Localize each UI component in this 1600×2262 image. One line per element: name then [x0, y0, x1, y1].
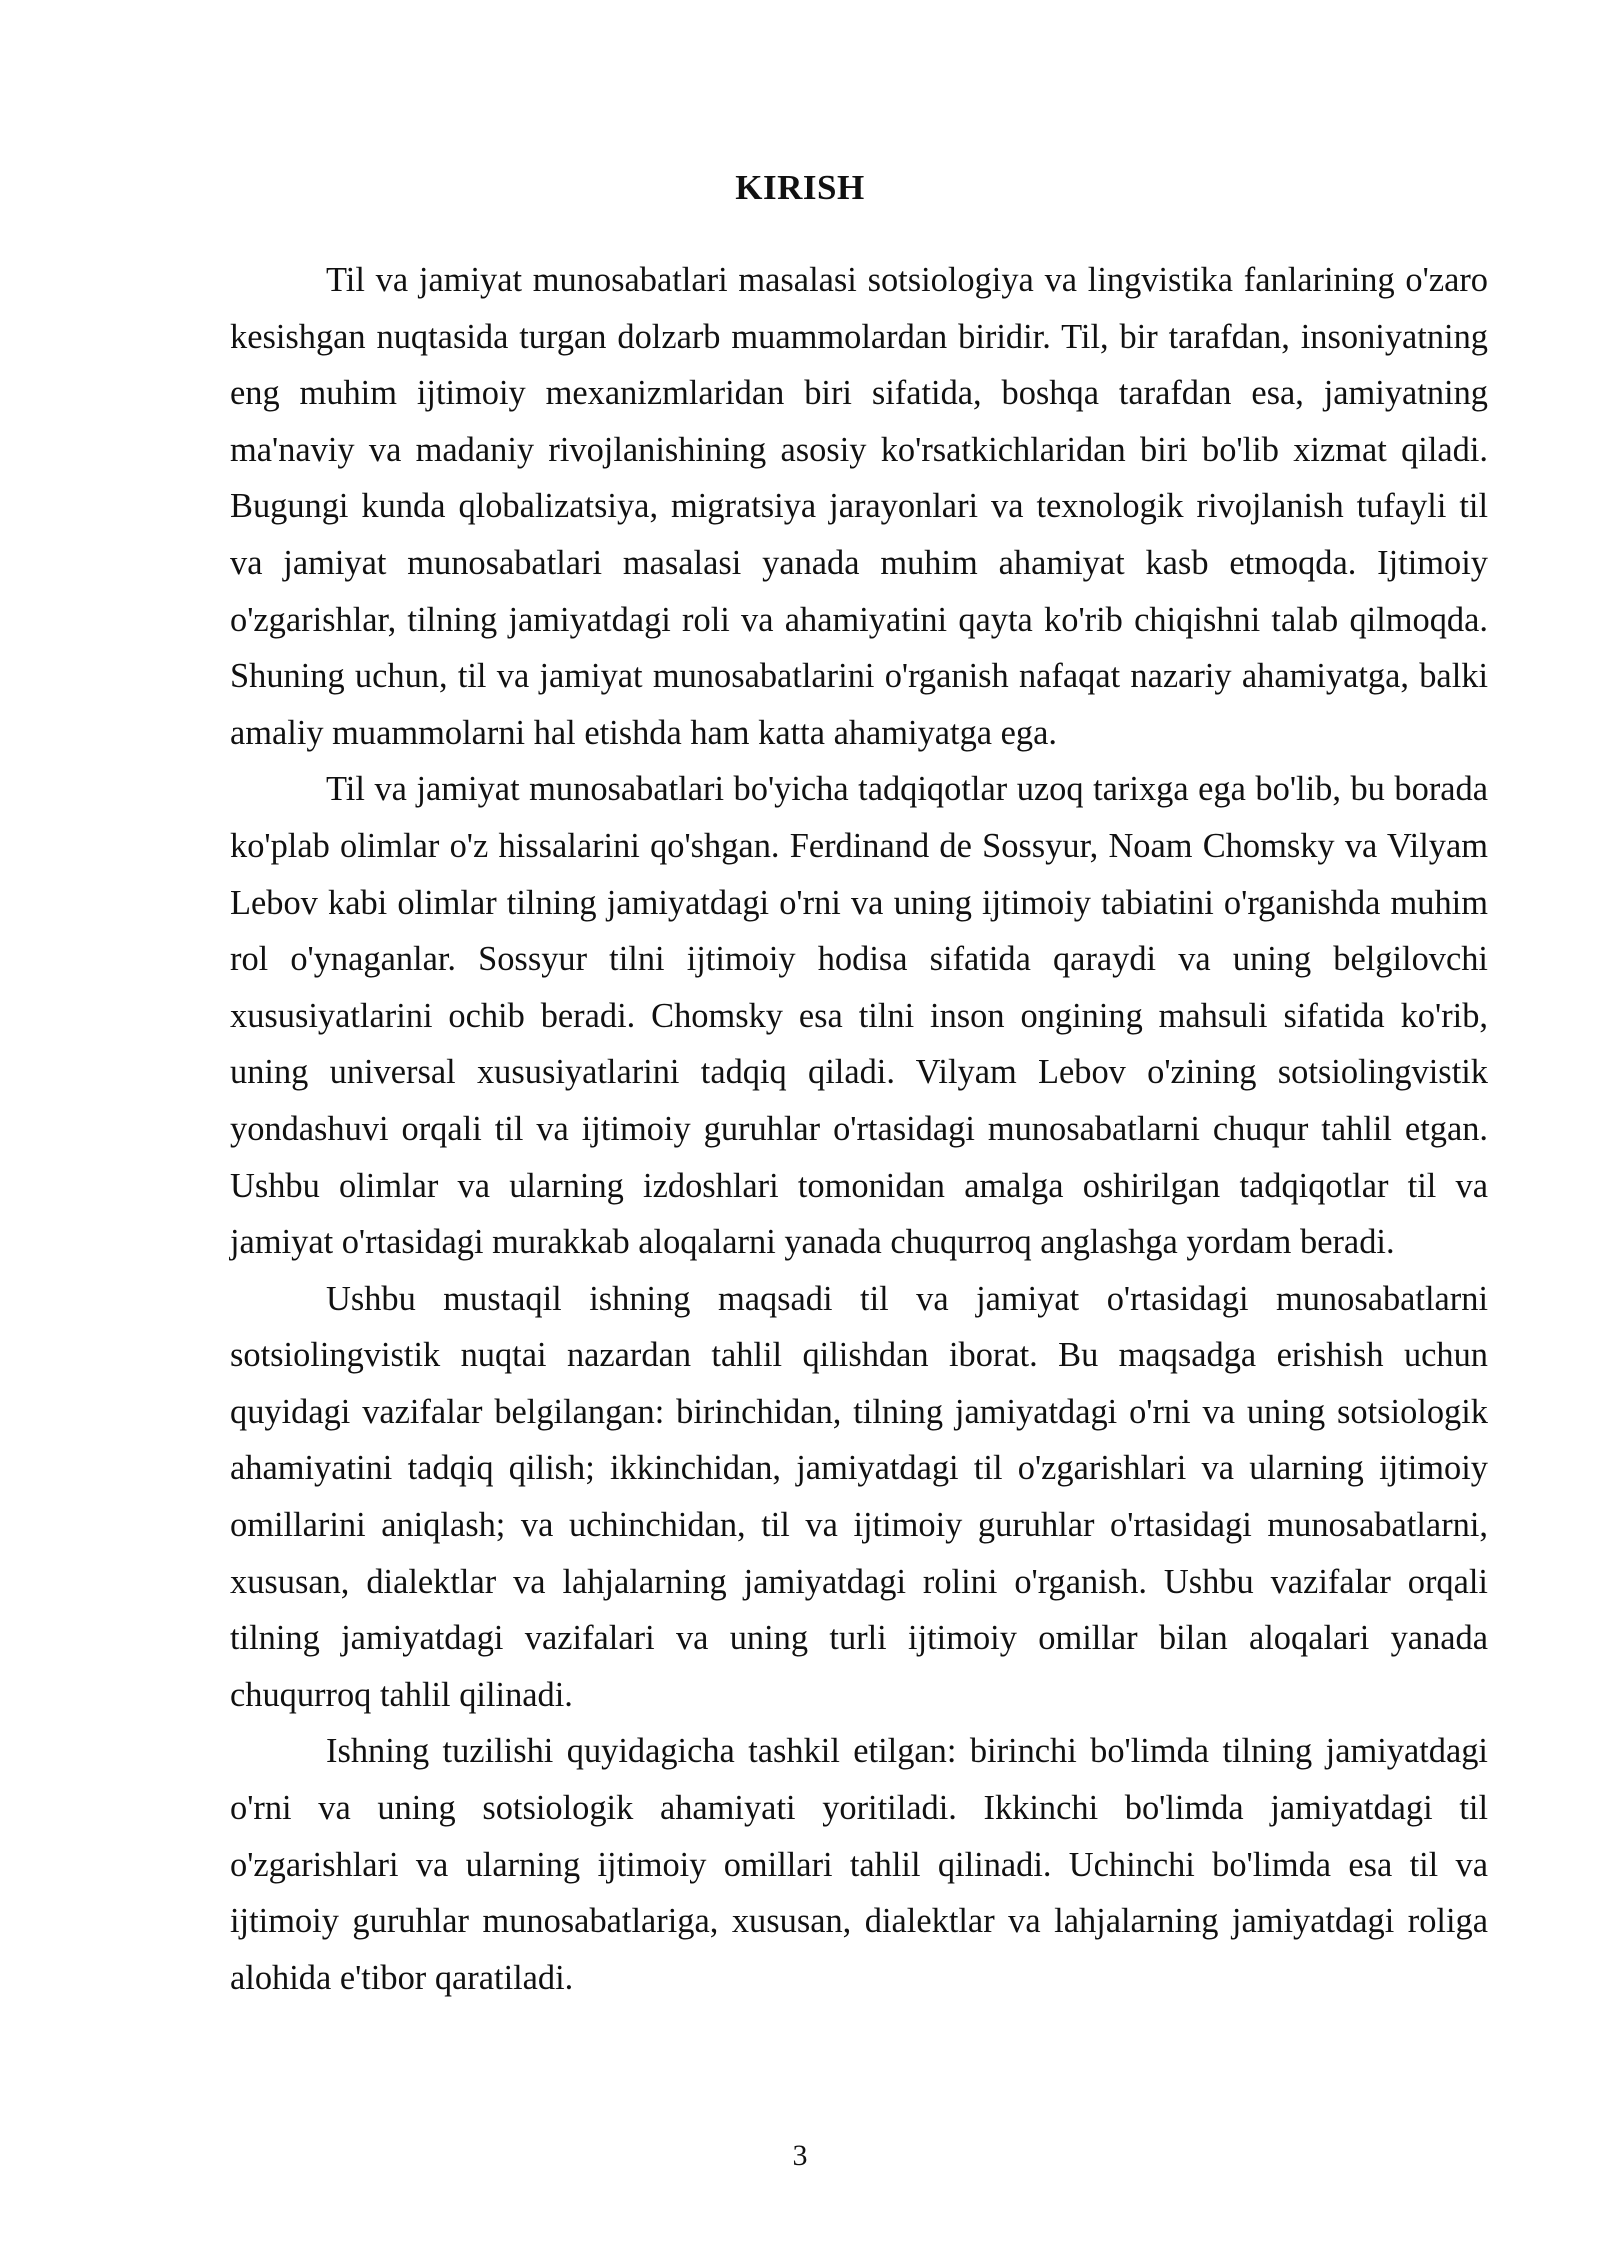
body-text: [230, 252, 1488, 2006]
paragraph-1: Til va jamiyat munosabatlari masalasi sotsiologiya va lingvistika fanlarining o'zaro kesishgan nuqtasida turgan dolzarb muammolardan biridir. Til, bir tarafdan, insoniyatning eng muhim ijtimoiy mexanizmlaridan biri sifatida, boshqa tarafdan esa, jamiyatning ma'naviy va madaniy rivojlanishining asosiy ko'rsatkichlaridan biri bo'lib xizmat qiladi. Bugungi kunda qlobalizatsiya, migratsiya jarayonlari va texnologik rivojlanish tufayli til va jamiyat munosabatlari masalasi yanada muhim ahamiyat kasb etmoqda. Ijtimoiy o'zgarishlar, tilning jamiyatdagi roli va ahamiyatini qayta ko'rib chiqishni talab qilmoqda. Shuning uchun, til va jamiyat munosabatlarini o'rganish nafaqat nazariy ahamiyatga, balki amaliy muammolarni hal etishda ham katta ahamiyatga ega.: [230, 261, 1488, 752]
paragraph-3: Ushbu mustaqil ishning maqsadi til va jamiyat o'rtasidagi munosabatlarni sotsiolingvistik nuqtai nazardan tahlil qilishdan iborat. Bu maqsadga erishish uchun quyidagi vazifalar belgilangan: birinchidan, tilning jamiyatdagi o'rni va uning sotsiologik ahamiyatini tadqiq qilish; ikkinchidan, jamiyatdagi til o'zgarishlari va ularning ijtimoiy omillarini aniqlash; va uchinchidan, til va ijtimoiy guruhlar o'rtasidagi munosabatlarni, xususan, dialektlar va lahjalarning jamiyatdagi rolini o'rganish. Ushbu vazifalar orqali tilning jamiyatdagi vazifalari va uning turli ijtimoiy omillar bilan aloqalari yanada chuqurroq tahlil qilinadi.: [230, 1279, 1488, 1714]
paragraph-2: Til va jamiyat munosabatlari bo'yicha tadqiqotlar uzoq tarixga ega bo'lib, bu borada ko'plab olimlar o'z hissalarini qo'shgan. Ferdinand de Sossyur, Noam Chomsky va Vilyam Lebov kabi olimlar tilning jamiyatdagi o'rni va uning ijtimoiy tabiatini o'rganishda muhim rol o'ynaganlar. Sossyur tilni ijtimoiy hodisa sifatida qaraydi va uning belgilovchi xususiyatlarini ochib beradi. Chomsky esa tilni inson ongining mahsuli sifatida ko'rib, uning universal xususiyatlarini tadqiq qiladi. Vilyam Lebov o'zining sotsiolingvistik yondashuvi orqali til va ijtimoiy guruhlar o'rtasidagi munosabatlarni chuqur tahlil etgan. Ushbu olimlar va ularning izdoshlari tomonidan amalga oshirilgan tadqiqotlar til va jamiyat o'rtasidagi murakkab aloqalarni yanada chuqurroq anglashga yordam beradi.: [230, 770, 1488, 1262]
section-title: KIRISH: [735, 168, 865, 207]
page-number: 3: [792, 2139, 808, 2172]
paragraph-4: Ishning tuzilishi quyidagicha tashkil etilgan: birinchi bo'limda tilning jamiyatdagi o'rni va uning sotsiologik ahamiyati yoritiladi. Ikkinchi bo'limda jamiyatdagi til o'zgarishlari va ularning ijtimoiy omillari tahlil qilinadi. Uchinchi bo'limda esa til va ijtimoiy guruhlar munosabatlariga, xususan, dialektlar va lahjalarning jamiyatdagi roliga alohida e'tibor qaratiladi.: [230, 1732, 1488, 1997]
